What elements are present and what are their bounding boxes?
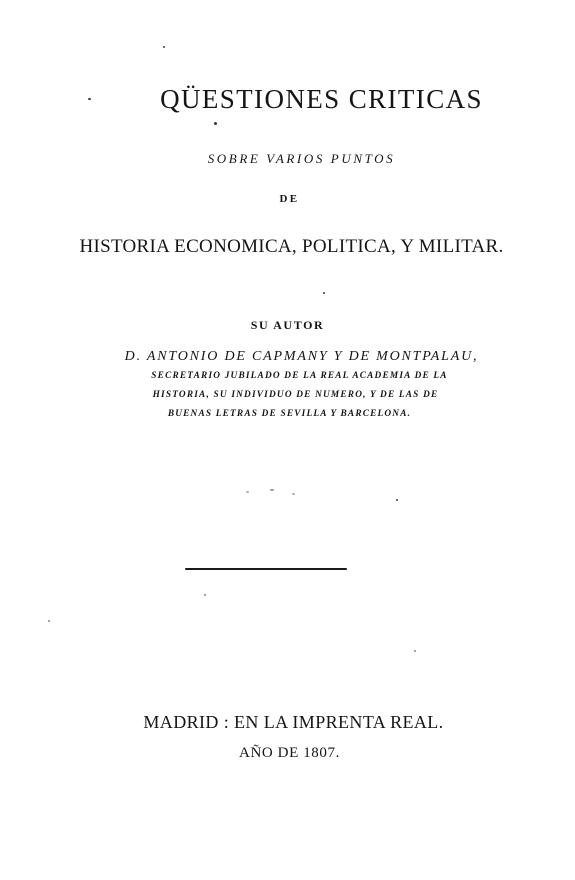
author-bio-line: SECRETARIO JUBILADO DE LA REAL ACADEMIA DE LA (151, 371, 448, 381)
paper-speck (292, 493, 295, 495)
paper-speck (323, 292, 325, 294)
author-label: SU AUTOR (250, 318, 325, 332)
paper-speck (246, 491, 249, 493)
paper-speck (204, 594, 206, 596)
publication-year: AÑO DE 1807. (239, 745, 340, 761)
paper-speck (214, 122, 217, 125)
imprint-line: MADRID : EN LA IMPRENTA REAL. (143, 712, 444, 732)
author-bio-line: BUENAS LETRAS DE SEVILLA Y BARCELONA. (167, 409, 412, 419)
page-title: QÜESTIONES CRITICAS (160, 84, 483, 114)
paper-speck (414, 650, 416, 652)
main-heading: HISTORIA ECONOMICA, POLITICA, Y MILITAR. (79, 236, 504, 257)
paper-speck (270, 489, 274, 491)
subtitle: SOBRE VARIOS PUNTOS (207, 151, 396, 166)
author-bio-line: HISTORIA, SU INDIVIDUO DE NUMERO, Y DE LAS DE (152, 390, 439, 400)
paper-speck (48, 620, 50, 622)
paper-speck (88, 98, 91, 100)
connector-word: DE (279, 193, 300, 205)
author-name: D. ANTONIO DE CAPMANY Y DE MONTPALAU, (124, 349, 479, 364)
paper-speck (163, 46, 165, 48)
horizontal-rule (185, 568, 347, 570)
paper-speck (396, 499, 398, 501)
